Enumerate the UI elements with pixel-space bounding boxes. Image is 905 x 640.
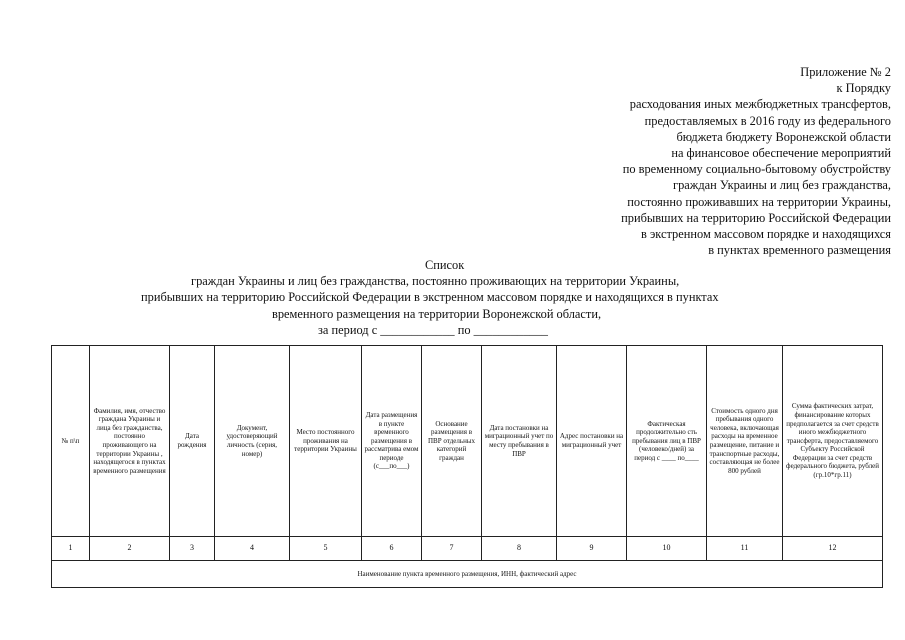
period-line: за период с ____________ по ____________ (318, 322, 548, 337)
heading-line: временного размещения на территории Воронежской области, (272, 306, 602, 321)
column-header: Адрес постановки на миграционный учет (557, 346, 627, 537)
appendix-line: граждан Украины и лиц без гражданства, (673, 178, 891, 193)
column-number: 10 (627, 537, 707, 561)
column-number: 6 (362, 537, 422, 561)
section-row (52, 561, 883, 588)
column-number: 9 (557, 537, 627, 561)
column-header: Дата рождения (170, 346, 215, 537)
appendix-line: бюджета бюджету Воронежской области (676, 129, 891, 144)
column-number: 3 (170, 537, 215, 561)
column-number: 11 (707, 537, 783, 561)
column-header: № п\п (52, 346, 90, 537)
section-row-label: Наименование пункта временного размещения, ИНН, фактический адрес (52, 561, 883, 588)
header-row (52, 346, 883, 537)
column-number: 4 (215, 537, 290, 561)
document-title: Список (425, 258, 465, 272)
column-number: 12 (783, 537, 883, 561)
appendix-line: расходования иных межбюджетных трансфертов, (629, 97, 891, 112)
column-number: 5 (290, 537, 362, 561)
column-header: Дата размещения в пункте временного размещения в рассматрива емом периоде (с___по___) (362, 346, 422, 537)
appendix-line: к Порядку (836, 81, 891, 96)
column-header: Фамилия, имя, отчество граждана Украины и лица без гражданства, постоянно проживающего на территории Украины , находящегося в пунктах временного размещения (90, 346, 170, 537)
column-number: 8 (482, 537, 557, 561)
column-header: Дата постановки на миграционный учет по месту пребывания в ПВР (482, 346, 557, 537)
column-header: Стоимость одного дня пребывания одного человека, включающая расходы на временное размещение, питание и транспортные расходы, составляющая не более 800 рублей (707, 346, 783, 537)
column-header: Место постоянного проживания на территории Украины (290, 346, 362, 537)
appendix-line: предоставляемых в 2016 году из федерального (644, 113, 891, 128)
appendix-line: на финансовое обеспечение мероприятий (671, 146, 891, 161)
appendix-line: в пунктах временного размещения (708, 243, 891, 258)
column-numbers-row (52, 537, 883, 561)
document-heading (0, 257, 905, 338)
heading-line: граждан Украины и лиц без гражданства, постоянно проживающих на территории Украины, (191, 274, 680, 289)
appendix-block (531, 64, 891, 258)
appendix-line: по временному социально-бытовому обустройству (622, 162, 891, 177)
appendix-line: прибывших на территорию Российской Федерации (621, 210, 891, 225)
column-number: 1 (52, 537, 90, 561)
column-header: Основание размещения в ПВР отдельных категорий граждан (422, 346, 482, 537)
heading-line: прибывших на территорию Российской Федерации в экстренном массовом порядке и находящихся в пунктах (141, 290, 719, 305)
citizens-table (51, 345, 883, 588)
appendix-line: Приложение № 2 (800, 65, 891, 79)
column-header: Сумма фактических затрат, финансирование которых предполагается за счет средств иного межбюджетного трансферта, предоставляемого Субъекту Российской Федерации за счет средств федерального бюджета, рублей (гр.10*гр.11) (783, 346, 883, 537)
appendix-line: в экстренном массовом порядке и находящихся (641, 227, 891, 242)
column-number: 7 (422, 537, 482, 561)
column-header: Фактическая продолжительно сть пребывания лиц в ПВР (человеко/дней) за период с ____ по____ (627, 346, 707, 537)
appendix-line: постоянно проживавших на территории Украины, (627, 194, 891, 209)
column-header: Документ, удостоверяющий личность (серия, номер) (215, 346, 290, 537)
column-number: 2 (90, 537, 170, 561)
